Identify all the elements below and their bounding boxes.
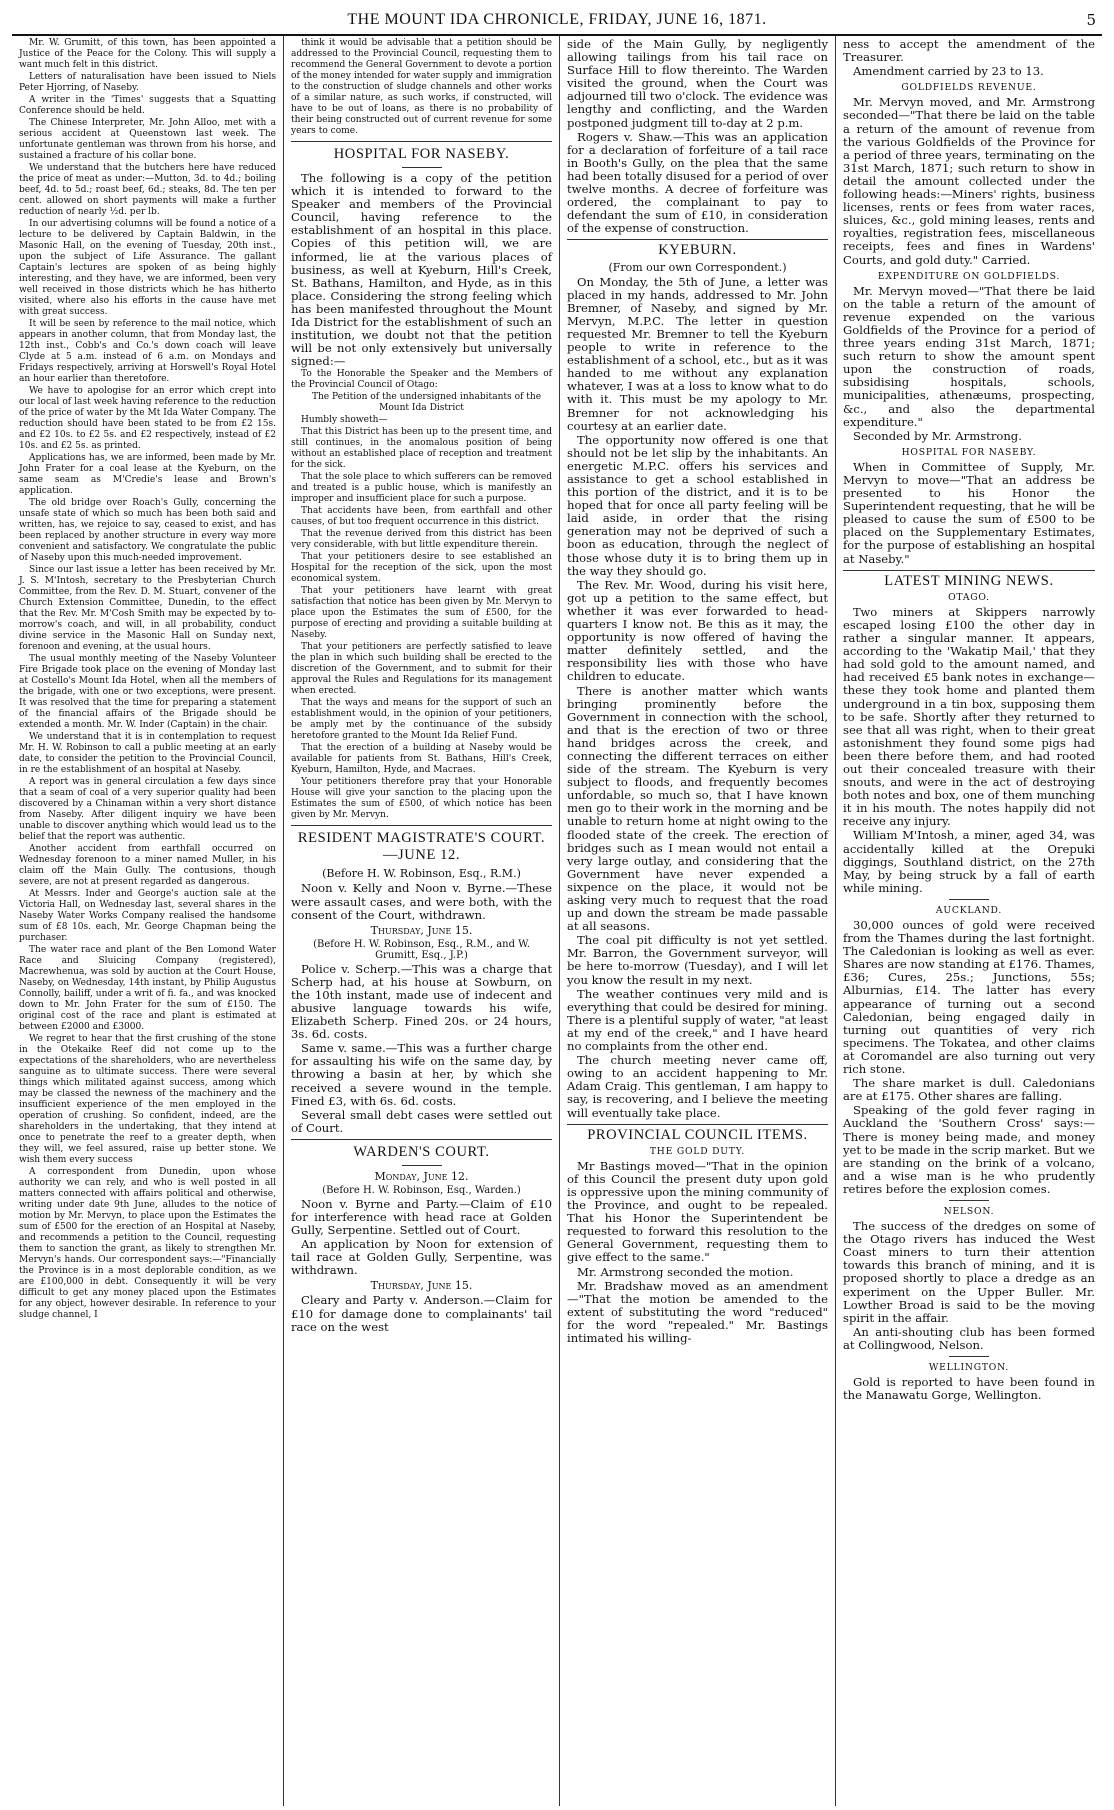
- paragraph: Another accident from earthfall occurred on Wednesday forenoon to a miner named Muller, in his claim off the Main Gully. The contusions, though severe, are not at present regarded as dangerous.: [19, 844, 276, 887]
- paragraph: Amendment carried by 23 to 13.: [853, 64, 1044, 79]
- petition-line: That accidents have been, from earthfall and other causes, of but too frequent occurrence in this district.: [291, 506, 552, 528]
- paragraph: Applications has, we are informed, been made by Mr. John Frater for a coal lease at the Kyeburn, on the same seam as M'Credie's lease and Brown's application.: [19, 453, 276, 496]
- paragraph: Mr. Bradshaw moved as an amendment—"That the motion be amended to the extent of substituting the word "reduced" for the word "repealed." Mr. Bastings intimated his willing-: [567, 1278, 828, 1345]
- paragraph: The share market is dull. Caledonians are at £175. Other shares are falling.: [843, 1076, 1095, 1104]
- paragraph: Since our last issue a letter has been received by Mr. J. S. M'Intosh, secretary to the Presbyterian Church Committee, from the Rev. D. M. Stuart, convener of the Church Extension Committee, Dunedin, to the effect that the Rev. Mr. M'Cosh Smith may be expected by to-morrow's coach, and will, in all probability, conduct divine service in the Masonic Hall on Sunday next, forenoon and evening, at the usual hours.: [19, 565, 276, 652]
- subheading: GOLDFIELDS REVENUE.: [901, 82, 1037, 94]
- paragraph: In our advertising columns will be found a notice of a lecture to be delivered by Captain Baldwin, in the Masonic Hall, on the evening of Tuesday, 20th inst., upon the subject of Life Assurance. The gallant Captain's lectures are spoken of as being highly interesting, and they have, we are informed, been very well received in those districts which he has hitherto visited, where also his efforts in the cause have met with great success.: [19, 219, 276, 317]
- paragraph: Same v. same.—This was a further charge for assaulting his wife on the same day, by throwing a basin at her, by which she received a severe wound in the temple. Fined £3, with 6s. 6d. costs.: [291, 1041, 552, 1108]
- divider: [843, 570, 1095, 571]
- column-2: [284, 36, 560, 1806]
- petition-line: That the sole place to which sufferers can be removed and treated is a public house, which is manifestly an improper and insufficient place for such a purpose.: [291, 472, 552, 505]
- paragraph: We regret to hear that the first crushing of the stone in the Otekaike Reef did not come up to the expectations of the shareholders, who are nevertheless sanguine as to ultimate success. There were several things which militated against success, among which may be classed the newness of the machinery and the insufficient experience of the men employed in the operation of crushing. So confident, indeed, are the shareholders in the undertaking, that they intend at once to penetrate the reef to a greater depth, when they will, we feel assured, raise up better stone. We wish them every success: [19, 1034, 276, 1165]
- divider: [949, 1200, 989, 1201]
- article-heading: HOSPITAL FOR NASEBY.: [333, 146, 510, 162]
- paragraph: William M'Intosh, a miner, aged 34, was accidentally killed at the Orepuki diggings, Southland district, on the 27th May, by being struck by a fall of earth while mining.: [843, 828, 1095, 895]
- paragraph: Seconded by Mr. Armstrong.: [853, 428, 1022, 443]
- paragraph: It will be seen by reference to the mail notice, which appears in another column, that from Monday last, the 12th inst., Cobb's and Co.'s down coach will leave Clyde at 5 a.m. instead of 6 a.m. on Mondays and Fridays respectively, arriving at Horswell's Royal Hotel an hour earlier than theretofore.: [19, 319, 276, 384]
- subheading: EXPENDITURE ON GOLDFIELDS.: [877, 270, 1061, 282]
- subheading: HOSPITAL FOR NASEBY.: [901, 446, 1037, 458]
- petition-line: To the Honorable the Speaker and the Members of the Provincial Council of Otago:: [291, 369, 552, 391]
- paragraph: ness to accept the amendment of the Treasurer.: [843, 37, 1095, 65]
- divider: [567, 1124, 828, 1125]
- byline: (From our own Correspondent.): [608, 260, 787, 274]
- divider: [949, 899, 989, 900]
- petition-line: That the erection of a building at Naseby would be available for patients from St. Bathans, Hill's Creek, Kyeburn, Hamilton, Hyde, and Macraes.: [291, 743, 552, 776]
- paragraph: The usual monthly meeting of the Naseby Volunteer Fire Brigade took place on the evening of Monday last at Costello's Mount Ida Hotel, when all the members of the brigade, with one or two exceptions, were present. It was resolved that the time for preparing a statement of the financial affairs of the Brigade should be extended a month. Mr. W. Inder (Captain) in the chair.: [19, 654, 276, 730]
- column-1: [12, 36, 284, 1806]
- paragraph: The success of the dredges on some of the Otago rivers has induced the West Coast miners to turn their attention towards this branch of mining, and it is proposed shortly to place a dredge as an experiment on the Upper Buller. Mr. Lowther Broad is said to be the moving spirit in the affair.: [843, 1219, 1095, 1325]
- petition-line: That the revenue derived from this district has been very considerable, with but little expenditure therein.: [291, 529, 552, 551]
- paragraph: The old bridge over Roach's Gully, concerning the unsafe state of which so much has been both said and written, has, we rejoice to say, ceased to exist, and has been replaced by another structure in every way more convenient and satisfactory. We congratulate the public of Naseby upon this much-needed improvement.: [19, 498, 276, 563]
- subheading: OTAGO.: [948, 591, 990, 603]
- paragraph: When in Committee of Supply, Mr. Mervyn to move—"That an address be presented to his Honor the Superintendent requesting, that he will be pleased to cause the sum of £500 to be placed on the Supplementary Estimates, for the purpose of establishing an hospital at Naseby.": [843, 459, 1095, 566]
- paragraph: Several small debt cases were settled out of Court.: [291, 1107, 552, 1135]
- paragraph: Rogers v. Shaw.—This was an application for a declaration of forfeiture of a tail race in Booth's Gully, on the plea that the same had been totally disused for a period of over twelve months. A decree of forfeiture was ordered, the complainant to pay to defendant the sum of £10, in consideration of the expense of construction.: [567, 129, 828, 236]
- paragraph: Mr Bastings moved—"That in the opinion of this Council the present duty upon gold is oppressive upon the mining community of the Province, and ought to be repealed. That his Honor the Superintendent be requested to forward this resolution to the General Government, requesting them to give effect to the same.": [567, 1158, 828, 1265]
- divider: [291, 141, 552, 142]
- paragraph: A report was in general circulation a few days since that a seam of coal of a very superior quality had been discovered by a Chinaman within a very short distance from Naseby. After diligent inquiry we have been unable to discover anything which would lead us to the belief that the report was authentic.: [19, 777, 276, 842]
- paragraph: A correspondent from Dunedin, upon whose authority we can rely, and who is well posted in all matters connected with affairs political and otherwise, writing under date 9th June, alludes to the notice of motion by Mr. Mervyn, to place upon the Estimates the sum of £500 for the erection of an Hospital at Naseby, and recommends a petition to the Council, requesting them to sanction the grant, as likely to strengthen Mr. Mervyn's hands. Our correspondent says:—"Financially the Province is in a most deplorable condition, as we are £100,000 in debt. Consequently it will be very difficult to get any money placed upon the Estimates for any object, however desirable. In reference to your sludge channel, I: [19, 1167, 276, 1320]
- petition-line: Your petitioners therefore pray that your Honorable House will give your sanction to the placing upon the Estimates the sum of £500, of which notice has been given by Mr. Mervyn.: [291, 777, 552, 821]
- divider: [949, 1356, 989, 1357]
- court-before: (Before H. W. Robinson, Esq., Warden.): [322, 1184, 521, 1196]
- paragraph: Noon v. Byrne and Party.—Claim of £10 for interference with head race at Golden Gully, Serpentine. Settled out of Court.: [291, 1196, 552, 1238]
- paragraph: The weather continues very mild and is everything that could be desired for mining. There is a plentiful supply of water, "at least at my end of the creek," and I have heard no complaints from the other end.: [567, 986, 828, 1054]
- paragraph: Noon v. Kelly and Noon v. Byrne.—These were assault cases, and were both, with the consent of the Court, withdrawn.: [291, 881, 552, 922]
- petition-line: That your petitioners have learnt with great satisfaction that notice has been given by Mr. Mervyn to place upon the Estimates the sum of £500, for the purpose of erecting and providing a suitable building at Naseby.: [291, 586, 552, 641]
- paragraph: Gold is reported to have been found in the Manawatu Gorge, Wellington.: [843, 1375, 1095, 1403]
- article-heading: WARDEN'S COURT.: [353, 1143, 490, 1160]
- petition-line: The Petition of the undersigned inhabitants of the Mount Ida District: [311, 392, 542, 414]
- paragraph: The Rev. Mr. Wood, during his visit here, got up a petition to the same effect, but whether it was ever forwarded to head-quarters I know not. Be this as it may, the opportunity is now offered of having the matter definitely settled, and the responsibility lies with those who have children to educate.: [567, 577, 828, 684]
- paragraph: Speaking of the gold fever raging in Auckland the 'Southern Cross' says:—There is money being made, and money yet to be made in the scrip market. But we are standing on the brink of a volcano, and a wise man is he who prudently retires before the explosion comes.: [843, 1103, 1095, 1196]
- paragraph: think it would be advisable that a petition should be addressed to the Provincial Council, requesting them to recommend the General Government to devote a portion of the money intended for water supply and immigration to the construction of sludge channels and other works of a similar nature, as such works, if constructed, will have to be out of loans, as there is no probability of their being constructed out of current revenue for some years to come.: [291, 38, 552, 136]
- paragraph: The church meeting never came off, owing to an accident happening to Mr. Adam Craig. This gentleman, I am happy to say, is recovering, and I believe the meeting will eventually take place.: [567, 1053, 828, 1120]
- paragraph: We understand that the butchers here have reduced the price of meat as under:—Mutton, 3d. to 4d.; boiling beef, 4d. to 5d.; roast beef, 6d.; steaks, 8d. The ten per cent. allowed on short payments will make a further reduction of nearly ½d. per lb.: [19, 163, 276, 217]
- paragraph: The following is a copy of the petition which it is intended to forward to the Speaker and members of the Provincial Council, having reference to the establishment of an hospital in this place. Copies of this petition will, we are informed, lie at the various places of business, as well at Kyeburn, Hill's Creek, St. Bathans, Hamilton, and Hyde, as in this place. Considering the strong feeling which has been manifested throughout the Mount Ida District for the establishment of such an institution, we doubt not that the petition will be not only extensively but universally signed:—: [291, 171, 552, 369]
- paragraph: A writer in the 'Times' suggests that a Squatting Conference should be held.: [19, 95, 276, 116]
- paragraph: Mr. W. Grumitt, of this town, has been appointed a Justice of the Peace for the Colony. This will supply a want much felt in this district.: [19, 38, 276, 70]
- article-heading: RESIDENT MAGISTRATE'S COURT.—JUNE 12.: [297, 830, 546, 864]
- court-date: Thursday, June 15.: [370, 923, 473, 937]
- court-date: Thursday, June 15.: [370, 1279, 473, 1293]
- paragraph: An anti-shouting club has been formed at Collingwood, Nelson.: [843, 1324, 1095, 1352]
- article-heading: KYEBURN.: [658, 242, 737, 259]
- paragraph: The opportunity now offered is one that should not be let slip by the inhabitants. An energetic M.P.C. offers his services and assistance to get a school established in this portion of the district, and it is to be hoped that for once all party feeling will be laid aside, in order that the rising generation may not be deprived of such a boon as education, through the neglect of those whose duty it is to bring them up in the way they should go.: [567, 432, 828, 578]
- subheading: WELLINGTON.: [928, 1362, 1010, 1373]
- paragraph: Mr. Mervyn moved—"That there be laid on the table a return of the amount of revenue expended on the various Goldfields of the Province for a period of three years ending 31st March, 1871; such return to show the amount spent upon the construction of roads, subsidising hospitals, schools, municipalities, athenæums, prospecting, &c., and also the departmental expenditure.": [843, 283, 1095, 429]
- subheading: AUCKLAND.: [935, 904, 1003, 916]
- paragraph: Mr. Armstrong seconded the motion.: [577, 1264, 794, 1279]
- petition-line: That your petitioners desire to see established an Hospital for the reception of the sick, upon the most economical system.: [291, 552, 552, 585]
- masthead: [12, 6, 1102, 36]
- paragraph: We understand that it is in contemplation to request Mr. H. W. Robinson to call a public meeting at an early date, to consider the petition to the Provincial Council, in re the establishment of an hospital at Naseby.: [19, 732, 276, 775]
- paragraph: At Messrs. Inder and George's auction sale at the Victoria Hall, on Wednesday last, several shares in the Naseby Water Works Company realised the handsome sum of £8 10s. each, Mr. George Chapman being the purchaser.: [19, 889, 276, 943]
- divider: [402, 1165, 442, 1166]
- paragraph: On Monday, the 5th of June, a letter was placed in my hands, addressed to Mr. John Bremner, of Naseby, and signed by Mr. Mervyn, M.P.C. The letter in question requested Mr. Bremner to tell the Kyeburn people to write in reference to the establishment of a school, etc., but as it was handed to me without any explanation whatever, I was at a loss to know what to do with it. This must be my apology to Mr. Bremner for not acknowledging his courtesy at an earlier date.: [567, 274, 828, 433]
- court-before: (Before H. W. Robinson, Esq., R.M., and W. Grumitt, Esq., J.P.): [313, 938, 530, 961]
- subheading: THE GOLD DUTY.: [649, 1145, 746, 1157]
- petition-line: That this District has been up to the present time, and still continues, in the anomalous position of being without an established place of reception and treatment for the sick.: [291, 427, 552, 471]
- divider: [291, 1139, 552, 1140]
- divider: [291, 825, 552, 826]
- paragraph: We have to apologise for an error which crept into our local of last week having reference to the reduction of the price of water by the Mt Ida Water Company. The reduction should have been stated to be from £2 15s. and £2 10s. to £2 5s. and £2 respectively, instead of £2 10s. and £2 5s. as printed.: [19, 386, 276, 451]
- paragraph: Police v. Scherp.—This was a charge that Scherp had, at his house at Sowburn, on the 10th instant, made use of indecent and abusive language towards his wife, Elizabeth Scherp. Fined 20s. or 24 hours, 3s. 6d. costs.: [291, 961, 552, 1042]
- court-before: (Before H. W. Robinson, Esq., R.M.): [322, 867, 521, 881]
- paragraph: The Chinese Interpreter, Mr. John Alloo, met with a serious accident at Queenstown last week. The unfortunate gentleman was thrown from his horse, and sustained a fracture of his collar bone.: [19, 118, 276, 161]
- column-4: [836, 36, 1102, 1806]
- petition-line: That your petitioners are perfectly satisfied to leave the plan in which such building shall be erected to the discretion of the Government, and to submit for their approval the Rules and Regulations for its management when erected.: [291, 642, 552, 697]
- petition-line: Humbly showeth—: [301, 415, 388, 426]
- court-date: Monday, June 12.: [374, 1169, 469, 1183]
- column-3: [560, 36, 836, 1806]
- divider: [567, 239, 828, 240]
- paragraph: There is another matter which wants bringing prominently before the Government in connection with the school, and that is the erection of two or three hand bridges across the creek, and connecting the different terraces on either side of the stream. The Kyeburn is very subject to floods, and frequently becomes unfordable, so much so, that I have known men go to their work in the morning and be unable to return home at night owing to the flooded state of the creek. The erection of bridges such as I mean would not entail a very large outlay, and considering that the Government have never expended a sixpence on the place, it would not be asking very much to request that the road up and down the stream be made passable at all seasons.: [567, 683, 828, 934]
- article-heading: LATEST MINING NEWS.: [884, 572, 1054, 589]
- paragraph: side of the Main Gully, by negligently allowing tailings from his tail race on Surface Hill to flow thereinto. The Warden visited the ground, when the Court was adjourned till two o'clock. The evidence was lengthy and conflicting, and the Warden postponed judgment till to-day at 2 p.m.: [567, 37, 828, 130]
- paragraph: The water race and plant of the Ben Lomond Water Race and Sluicing Company (registered), Macrewhenua, was sold by auction at the Court House, Naseby, on Wednesday, 14th instant, by Philip Augustus Connolly, bailiff, under a writ of fi. fa., and was knocked down to Mr. John Frater for the sum of £150. The original cost of the race and plant is estimated at between £2000 and £3000.: [19, 945, 276, 1032]
- paragraph: 30,000 ounces of gold were received from the Thames during the last fortnight. The Caledonian is looking as well as ever. Shares are now standing at £176. Thames, £36; Cures, 25s.; Junctions, 55s; Alburnias, £14. The latter has every appearance of turning out a second Caledonian, being engaged daily in turning out quantities of very rich specimens. The Tokatea, and other claims at Coromandel are also turning out very rich stone.: [843, 918, 1095, 1077]
- paragraph: Cleary and Party v. Anderson.—Claim for £10 for damage done to complainants' tail race on the west: [291, 1293, 552, 1334]
- divider: [402, 167, 442, 168]
- page-number: 5: [1086, 11, 1096, 29]
- paragraph: Letters of naturalisation have been issued to Niels Peter Hjorring, of Naseby.: [19, 72, 276, 93]
- paragraph: An application by Noon for extension of tail race at Golden Gully, Serpentine, was withdrawn.: [291, 1237, 552, 1278]
- article-heading: PROVINCIAL COUNCIL ITEMS.: [587, 1126, 808, 1143]
- paragraph: Two miners at Skippers narrowly escaped losing £100 the other day in rather a singular manner. It appears, according to the 'Wakatip Mail,' that they had sold gold to the amount named, and had received £5 bank notes in exchange—these they took home and planted them underground in a tin box, supposing them to be safe. Shortly after they returned to see that all was right, when to their great astonishment they found some pigs had been there before them, and had rooted out their concealed treasure with their snouts, and were in the act of destroying both notes and box, one of them munching it in his mouth. The notes happily did not receive any injury.: [843, 604, 1095, 829]
- masthead-title: THE MOUNT IDA CHRONICLE, FRIDAY, JUNE 16, 1871.: [347, 11, 767, 28]
- petition-line: That the ways and means for the support of such an establishment would, in the opinion of your petitioners, be amply met by the continuance of the subsidy heretofore granted to the Mount Ida Relief Fund.: [291, 698, 552, 742]
- paragraph: Mr. Mervyn moved, and Mr. Armstrong seconded—"That there be laid on the table a return of the amount of revenue from the various Goldfields of the Province for a period of three years, terminating on the 31st March, 1871; such return to show in detail the amount collected under the following heads:—Miners' rights, business licenses, rents or fees from water races, sluices, &c., gold mining leases, rents and royalties, registration fees, miscellaneous receipts, fees and fines in Wardens' Courts, and gold duty." Carried.: [843, 95, 1095, 267]
- subheading: NELSON.: [943, 1205, 995, 1217]
- paragraph: The coal pit difficulty is not yet settled. Mr. Barron, the Government surveyor, will be here to-morrow (Tuesday), and I will let you know the result in my next.: [567, 933, 828, 987]
